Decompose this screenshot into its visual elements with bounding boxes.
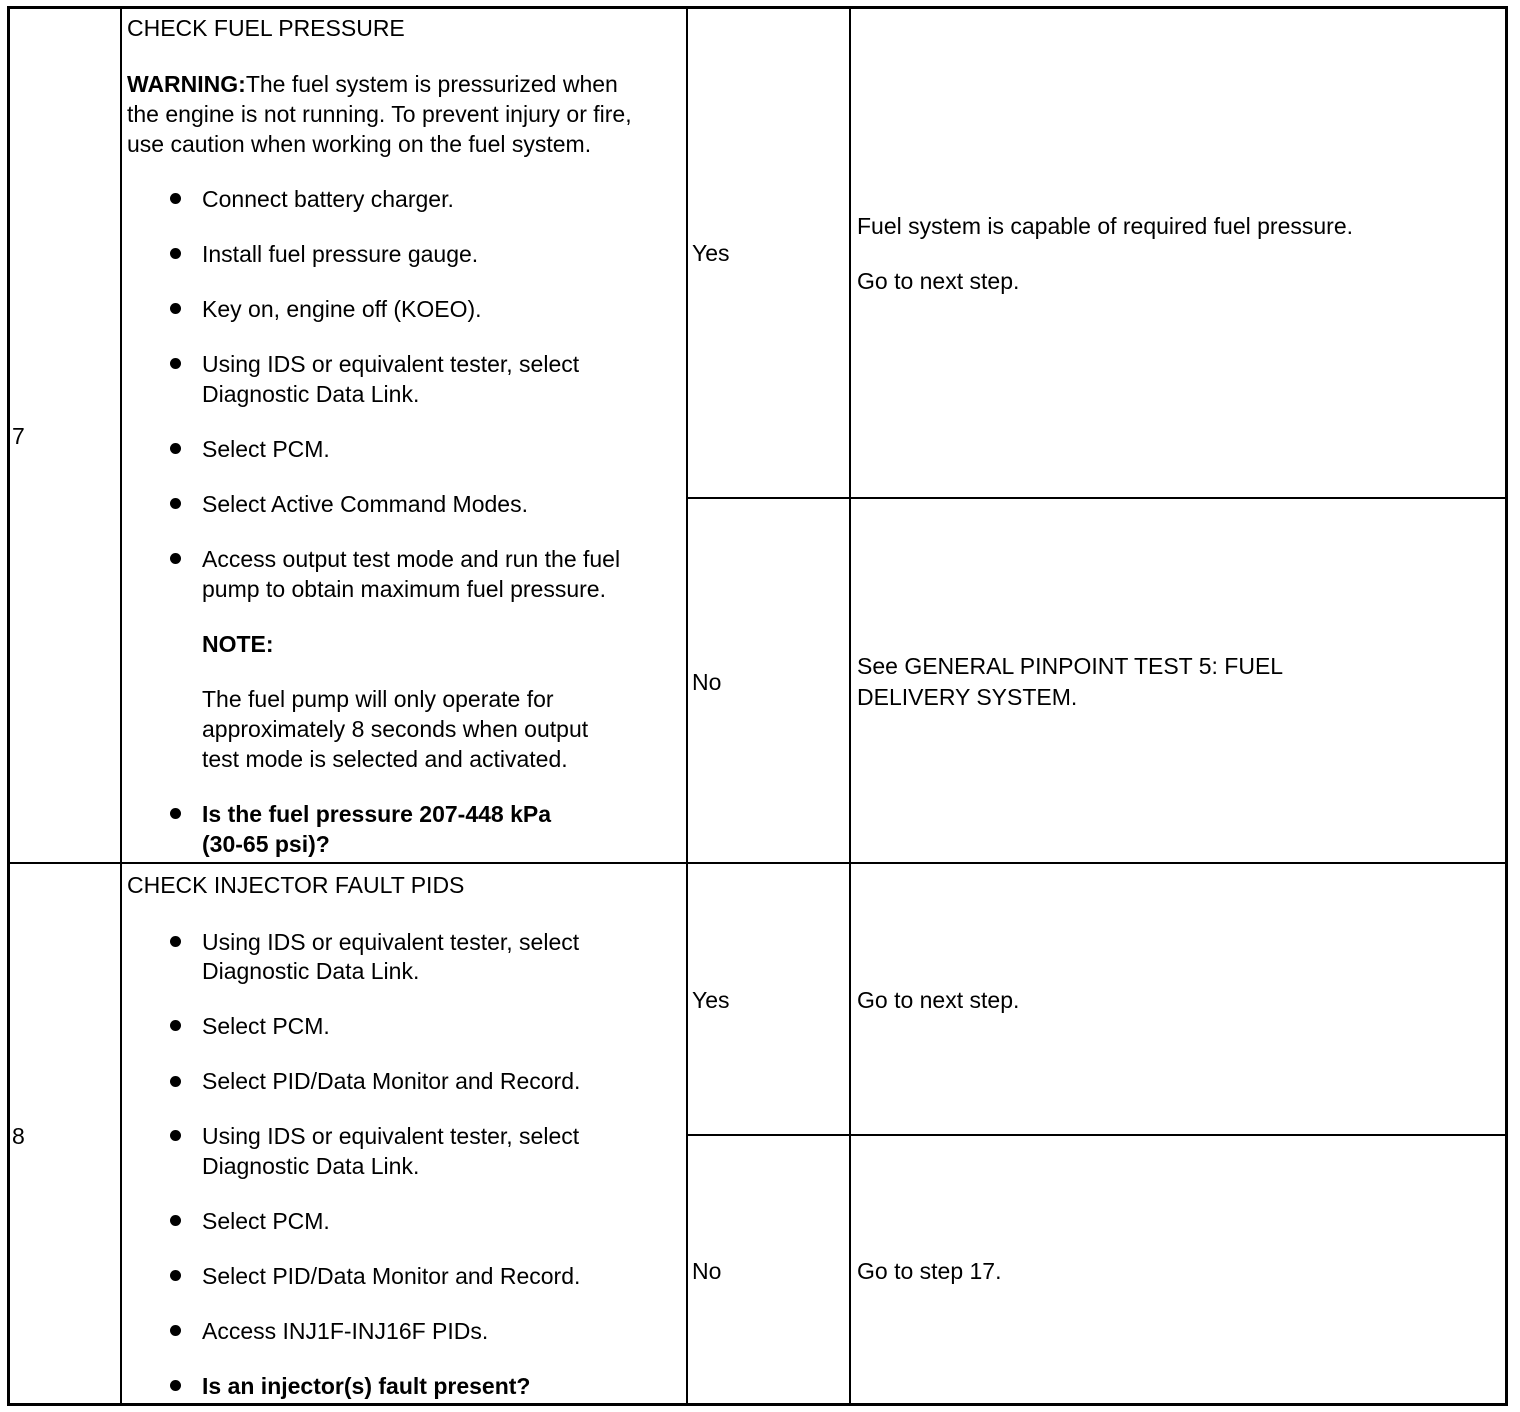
warning-line: use caution when working on the fuel system.	[127, 131, 592, 157]
no-label: No	[692, 669, 722, 695]
bullet-dot-icon	[170, 443, 181, 454]
no-label: No	[692, 1258, 722, 1284]
step-title: CHECK INJECTOR FAULT PIDS	[127, 872, 465, 898]
column-divider-action	[686, 6, 688, 1406]
bullet-dot-icon	[170, 936, 181, 947]
bullet-dot-icon	[170, 1270, 181, 1281]
question-continuation: (30-65 psi)?	[202, 831, 330, 857]
note-label: NOTE:	[202, 631, 274, 657]
step-title: CHECK FUEL PRESSURE	[127, 15, 405, 41]
bullet-dot-icon	[170, 498, 181, 509]
bullet-dot-icon	[170, 553, 181, 564]
bullet-dot-icon	[170, 358, 181, 369]
warning-label: WARNING:	[127, 71, 246, 97]
table-border-right	[1505, 6, 1508, 1406]
list-item: Using IDS or equivalent tester, select	[202, 351, 580, 377]
yes-action: Go to next step.	[857, 268, 1020, 294]
step-number: 7	[12, 423, 25, 449]
list-item: Key on, engine off (KOEO).	[202, 296, 482, 322]
bullet-dot-icon	[170, 303, 181, 314]
yes-label: Yes	[692, 240, 730, 266]
list-item: Connect battery charger.	[202, 186, 454, 212]
list-item-continuation: pump to obtain maximum fuel pressure.	[202, 576, 606, 602]
bullet-dot-icon	[170, 1215, 181, 1226]
list-item: Select PCM.	[202, 1208, 330, 1234]
table-border-left	[7, 6, 10, 1406]
no-action: Go to step 17.	[857, 1258, 1002, 1284]
list-item: Access output test mode and run the fuel	[202, 546, 621, 572]
table-border-bottom	[7, 1403, 1508, 1406]
list-item-continuation: Diagnostic Data Link.	[202, 1153, 420, 1179]
column-divider-step	[120, 6, 122, 1406]
warning-line: The fuel system is pressurized when	[245, 71, 618, 97]
warning-line: the engine is not running. To prevent injury or fire,	[127, 101, 632, 127]
question: Is the fuel pressure 207-448 kPa	[202, 801, 552, 827]
list-item: Select Active Command Modes.	[202, 491, 528, 517]
no-action: See GENERAL PINPOINT TEST 5: FUEL	[857, 653, 1284, 679]
bullet-dot-icon	[170, 808, 181, 819]
yes-action: Go to next step.	[857, 987, 1020, 1013]
list-item: Using IDS or equivalent tester, select	[202, 929, 580, 955]
bullet-dot-icon	[170, 1130, 181, 1141]
bullet-dot-icon	[170, 248, 181, 259]
list-item: Select PCM.	[202, 436, 330, 462]
yes-label: Yes	[692, 987, 730, 1013]
result-divider-row8	[686, 1134, 1508, 1136]
list-item: Using IDS or equivalent tester, select	[202, 1123, 580, 1149]
note-line: test mode is selected and activated.	[202, 746, 568, 772]
list-item: Select PID/Data Monitor and Record.	[202, 1263, 581, 1289]
list-item: Install fuel pressure gauge.	[202, 241, 479, 267]
list-item-continuation: Diagnostic Data Link.	[202, 958, 420, 984]
step-number: 8	[12, 1123, 25, 1149]
no-action: DELIVERY SYSTEM.	[857, 684, 1078, 710]
list-item: Access INJ1F-INJ16F PIDs.	[202, 1318, 489, 1344]
question: Is an injector(s) fault present?	[202, 1373, 531, 1399]
note-line: approximately 8 seconds when output	[202, 716, 589, 742]
note-line: The fuel pump will only operate for	[202, 686, 554, 712]
yes-action: Fuel system is capable of required fuel pressure.	[857, 213, 1354, 239]
list-item: Select PID/Data Monitor and Record.	[202, 1068, 581, 1094]
row-divider	[7, 862, 1508, 864]
column-divider-result	[849, 6, 851, 1406]
bullet-dot-icon	[170, 1076, 181, 1087]
bullet-dot-icon	[170, 193, 181, 204]
bullet-dot-icon	[170, 1380, 181, 1391]
list-item: Select PCM.	[202, 1013, 330, 1039]
result-divider-row7	[686, 497, 1508, 499]
bullet-dot-icon	[170, 1325, 181, 1336]
bullet-dot-icon	[170, 1020, 181, 1031]
table-border-top	[7, 6, 1508, 9]
list-item-continuation: Diagnostic Data Link.	[202, 381, 420, 407]
